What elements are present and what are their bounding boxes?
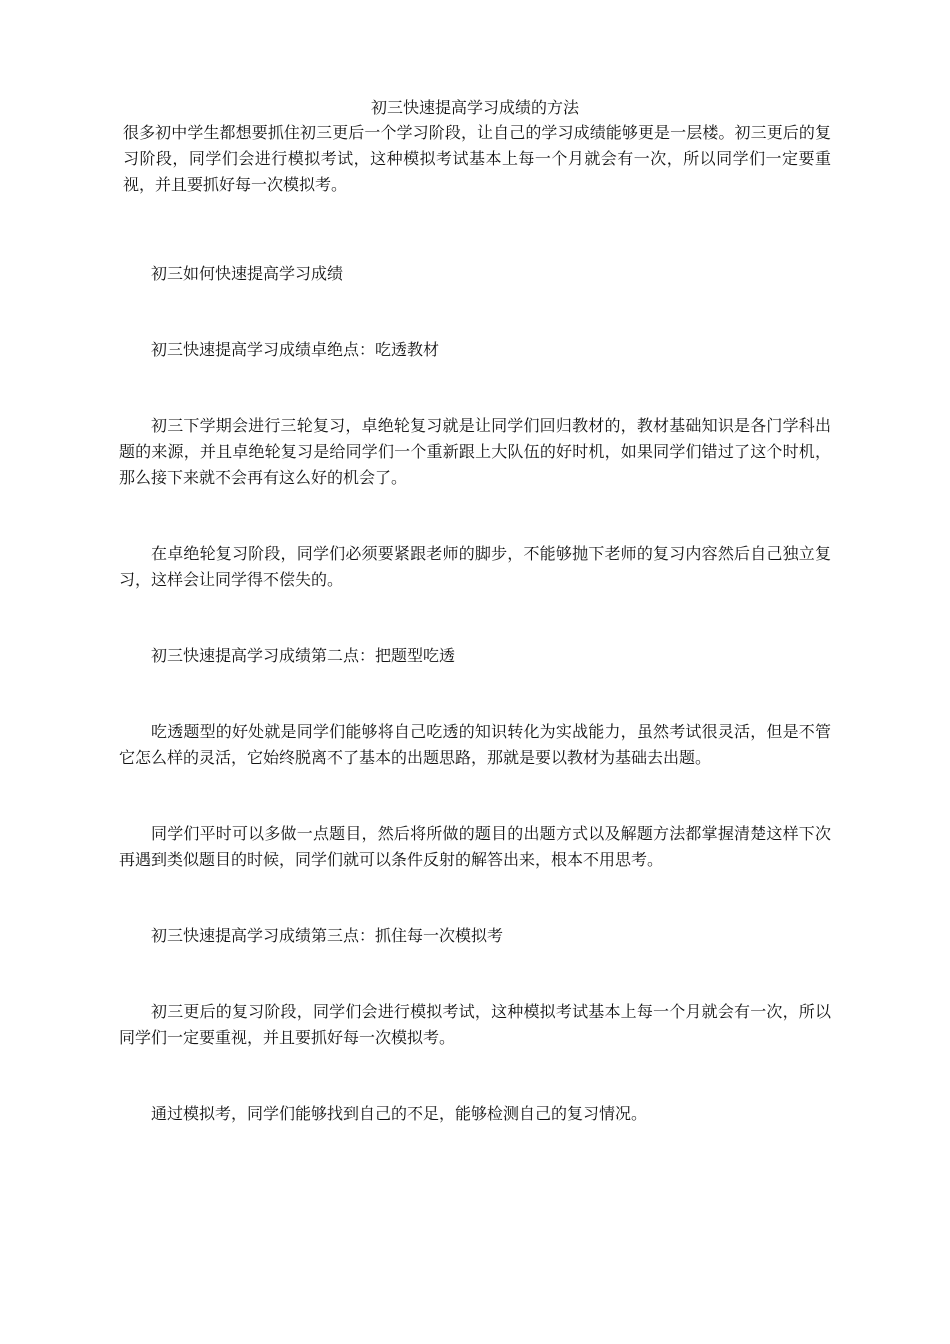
body-paragraph: 在卓绝轮复习阶段，同学们必须要紧跟老师的脚步，不能够抛下老师的复习内容然后自己独立复习，这样会让同学得不偿失的。 [119, 544, 831, 589]
document-page [119, 96, 831, 1127]
intro-paragraph: 很多初中学生都想要抓住初三更后一个学习阶段，让自己的学习成绩能够更是一层楼。初三更后的复习阶段，同学们会进行模拟考试，这种模拟考试基本上每一个月就会有一次，所以同学们一定要重视，并且要抓好每一次模拟考。 [123, 123, 831, 194]
point-heading-3: 初三快速提高学习成绩第三点：抓住每一次模拟考 [151, 926, 504, 945]
body-paragraph: 吃透题型的好处就是同学们能够将自己吃透的知识转化为实战能力，虽然考试很灵活，但是不管它怎么样的灵活，它始终脱离不了基本的出题思路，那就是要以教材为基础去出题。 [119, 722, 831, 767]
section-heading: 初三如何快速提高学习成绩 [151, 264, 344, 283]
point-heading-2: 初三快速提高学习成绩第二点：把题型吃透 [151, 646, 456, 665]
body-paragraph: 初三下学期会进行三轮复习，卓绝轮复习就是让同学们回归教材的，教材基础知识是各门学科出题的来源，并且卓绝轮复习是给同学们一个重新跟上大队伍的好时机，如果同学们错过了这个时机，那么接下来就不会再有这么好的机会了。 [119, 416, 831, 487]
body-paragraph: 初三更后的复习阶段，同学们会进行模拟考试，这种模拟考试基本上每一个月就会有一次，所以同学们一定要重视，并且要抓好每一次模拟考。 [119, 1002, 831, 1047]
point-heading-1: 初三快速提高学习成绩卓绝点：吃透教材 [151, 340, 440, 359]
body-paragraph: 同学们平时可以多做一点题目，然后将所做的题目的出题方式以及解题方法都掌握清楚这样下次再遇到类似题目的时候，同学们就可以条件反射的解答出来，根本不用思考。 [119, 824, 831, 869]
document-title: 初三快速提高学习成绩的方法 [370, 98, 579, 117]
body-paragraph: 通过模拟考，同学们能够找到自己的不足，能够检测自己的复习情况。 [151, 1104, 648, 1123]
